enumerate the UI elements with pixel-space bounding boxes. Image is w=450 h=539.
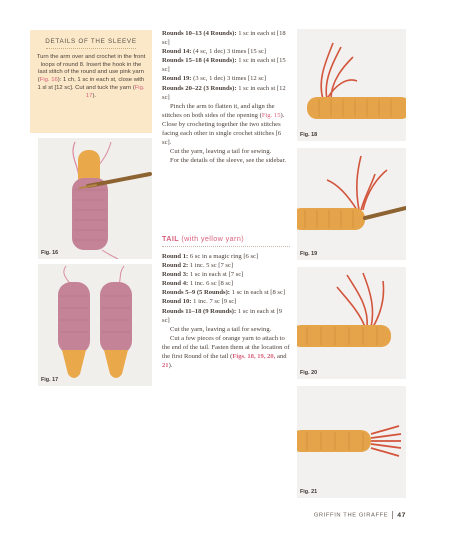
figure-21-caption: Fig. 21 xyxy=(300,489,318,495)
arm-paragraph-close: Pinch the arm to flatten it, and align the stitches on both sides of the opening (Fig. 15). Close by crocheting together the two stitches facing each other in single crochet stitches [6 sc]. xyxy=(162,102,285,147)
tail-round-1: Round 1: 6 sc in a magic ring [6 sc] xyxy=(162,253,259,260)
figure-18-caption: Fig. 18 xyxy=(300,132,318,138)
figure-20-photo xyxy=(297,267,406,379)
figure-17-photo xyxy=(38,264,152,386)
tail-instructions xyxy=(162,252,290,370)
figure-21-photo xyxy=(297,386,406,498)
arm-round-19: Round 19: (3 sc, 1 dec) 3 times [12 sc] xyxy=(162,75,267,83)
tail-heading: TAIL (with yellow yarn) xyxy=(162,234,245,243)
tail-with-hook-image xyxy=(297,148,406,260)
arm-round-20-22: Rounds 20–22 (3 Rounds): 1 sc in each st [12 sc] xyxy=(162,84,286,101)
tail-round-3: Round 3: 1 sc in each st [7 sc] xyxy=(162,271,244,279)
crochet-arm-hook-image xyxy=(38,138,152,259)
tail-round-11-18: Rounds 11–18 (9 Rounds): 1 sc in each st [9 sc] xyxy=(162,307,282,324)
figure-19-caption: Fig. 19 xyxy=(300,251,318,257)
arm-round-15-18: Rounds 15–18 (4 Rounds): 1 sc in each st [15 sc] xyxy=(162,57,286,74)
tail-round-4: Round 4: 1 inc. 6 sc [8 sc] xyxy=(162,280,234,288)
arm-round-10-13: Rounds 10–13 (4 Rounds): 1 sc in each st [18 sc] xyxy=(162,30,286,47)
sidebar-heading: DETAILS OF THE SLEEVE xyxy=(45,38,137,45)
figure-ref-16[interactable]: Fig. 16 xyxy=(39,77,58,84)
arm-round-14: Round 14: (4 sc, 1 dec) 3 times [15 sc] xyxy=(162,48,267,56)
figure-17-caption: Fig. 17 xyxy=(41,377,59,383)
figure-19-photo xyxy=(297,148,406,260)
arm-instructions xyxy=(162,29,290,165)
figure-ref-21[interactable]: 21 xyxy=(162,362,169,370)
figure-ref-15[interactable]: Fig. 15 xyxy=(261,111,281,119)
tail-with-loose-yarn-image xyxy=(297,29,406,141)
page-number: 47 xyxy=(397,511,406,519)
figure-18-photo xyxy=(297,29,406,141)
page-footer xyxy=(314,511,406,519)
tail-round-10: Round 10: 1 inc. 7 sc [9 sc] xyxy=(162,298,237,306)
finished-tail-image xyxy=(297,386,406,498)
figure-refs-18-20[interactable]: Figs. 18, 19, 20, xyxy=(232,353,276,361)
sidebar-divider xyxy=(46,48,136,49)
tail-paragraph-fasten: Cut a few pieces of orange yarn to attach to the end of the tail. Fasten them at the location of the first Round of the tail (Figs. 18, 19, 20, and 21). xyxy=(162,334,290,370)
tail-paragraph-cut: Cut the yarn, leaving a tail for sewing. xyxy=(170,325,272,333)
running-head: GRIFFIN THE GIRAFFE xyxy=(313,512,389,519)
figure-20-caption: Fig. 20 xyxy=(300,370,318,376)
tail-with-knotted-yarn-image xyxy=(297,267,406,379)
figure-16-photo xyxy=(38,138,152,259)
arm-paragraph-cut: Cut the yarn, leaving a tail for sewing. xyxy=(170,148,272,156)
figure-16-caption: Fig. 16 xyxy=(41,250,59,256)
arm-paragraph-sidebar: For the details of the sleeve, see the sidebar. xyxy=(170,157,287,165)
sidebar-text: Turn the arm over and crochet in the front loops of round 8. Insert the hook in the last stitch of the round and use pink yarn (Fig. 16): 1 ch, 1 sc in each st, close with 1 sl st [12 sc]. Cut and tuck the yarn (Fig. 17). xyxy=(36,54,146,99)
tail-divider xyxy=(162,246,290,247)
tail-round-5-9: Rounds 5–9 (5 Rounds): 1 sc in each st [8 sc] xyxy=(162,289,286,297)
sidebar-box xyxy=(30,30,152,133)
two-crochet-arms-image xyxy=(38,264,152,386)
tail-round-2: Round 2: 1 inc. 5 sc [7 sc] xyxy=(162,262,234,270)
figure-ref-17[interactable]: Fig. 17 xyxy=(85,84,145,99)
